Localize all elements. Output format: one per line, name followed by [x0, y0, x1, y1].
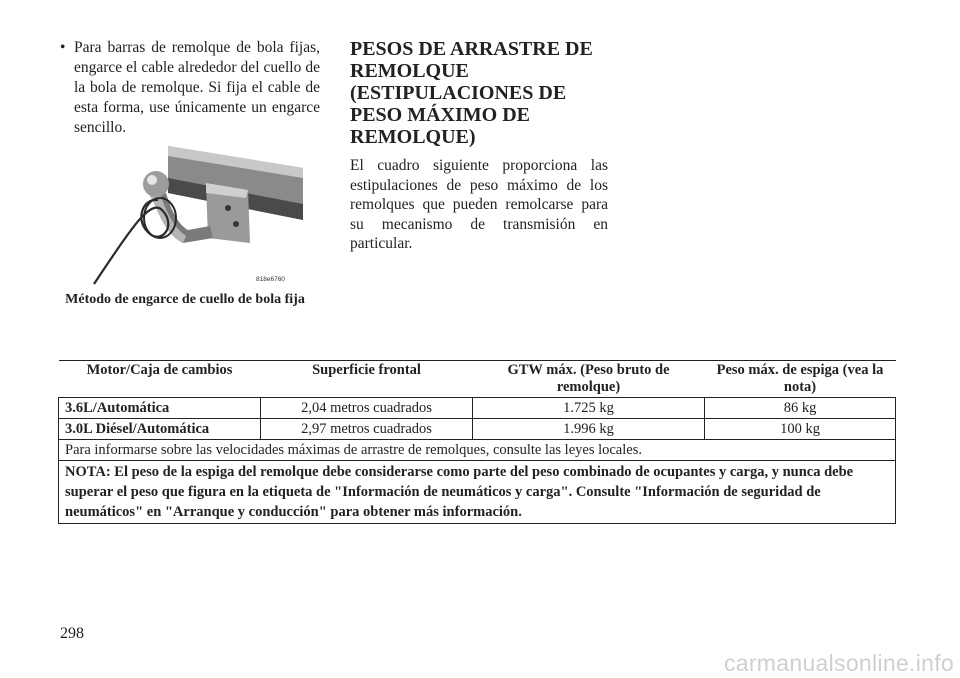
note-text: NOTA: El peso de la espiga del remolque debe considerarse como parte del peso combinado de ocupantes y carga, y nunca debe superar el peso que figura en la etiqueta de "Información de neumáticos y carga". Consulte "Información de seguridad de neumáticos" en "Arranque y conducción" para obtener más información. — [59, 461, 896, 524]
header-frontal-area: Superficie frontal — [312, 362, 421, 378]
cell-frontal-area: 2,04 metros cuadrados — [261, 398, 473, 419]
cell-tongue-weight: 86 kg — [705, 398, 896, 419]
figure-code: 818e6760 — [256, 276, 285, 283]
bullet-text: Para barras de remolque de bola fijas, engarce el cable alrededor del cuello de la bola de remolque. Si fija el cable de esta forma, use únicamente un engarce sencillo. — [74, 39, 320, 136]
tow-ball-drawing — [88, 138, 318, 288]
watermark: carmanualsonline.info — [723, 650, 954, 676]
bullet-symbol: • — [60, 39, 66, 56]
bullet-paragraph — [60, 38, 320, 138]
header-max-tongue-weight: Peso máx. de espiga (vea la nota) — [716, 362, 884, 395]
info-text: Para informarse sobre las velocidades máximas de arrastre de remolques, consulte las leyes locales. — [59, 440, 896, 461]
table-row — [59, 419, 896, 440]
title-line: (ESTIPULACIONES DE — [350, 82, 567, 104]
cell-frontal-area: 2,97 metros cuadrados — [261, 419, 473, 440]
table-header-row — [59, 361, 896, 398]
header-engine: Motor/Caja de cambios — [86, 362, 233, 378]
cell-max-gtw: 1.996 kg — [473, 419, 705, 440]
table-info-row — [59, 440, 896, 461]
table-row — [59, 398, 896, 419]
towing-weights-table — [58, 360, 896, 524]
figure-caption: Método de engarce de cuello de bola fija — [65, 292, 305, 307]
title-line: PESO MÁXIMO DE — [350, 104, 530, 126]
cell-max-gtw: 1.725 kg — [473, 398, 705, 419]
section-title — [350, 38, 610, 148]
cell-tongue-weight: 100 kg — [705, 419, 896, 440]
cell-engine: 3.6L/Automática — [59, 398, 261, 419]
title-line: PESOS DE ARRASTRE DE — [350, 38, 593, 60]
page-number: 298 — [60, 625, 84, 642]
table-note-row — [59, 461, 896, 524]
cell-engine: 3.0L Diésel/Automática — [59, 419, 261, 440]
tow-ball-illustration — [88, 138, 318, 288]
section-body: El cuadro siguiente proporciona las estipulaciones de peso máximo de los remolques que pueden remolcarse para su mecanismo de transmisión en particular. — [350, 157, 608, 252]
header-max-gtw: GTW máx. (Peso bruto de remolque) — [507, 362, 670, 395]
title-line: REMOLQUE — [350, 60, 469, 82]
title-line: REMOLQUE) — [350, 126, 476, 148]
